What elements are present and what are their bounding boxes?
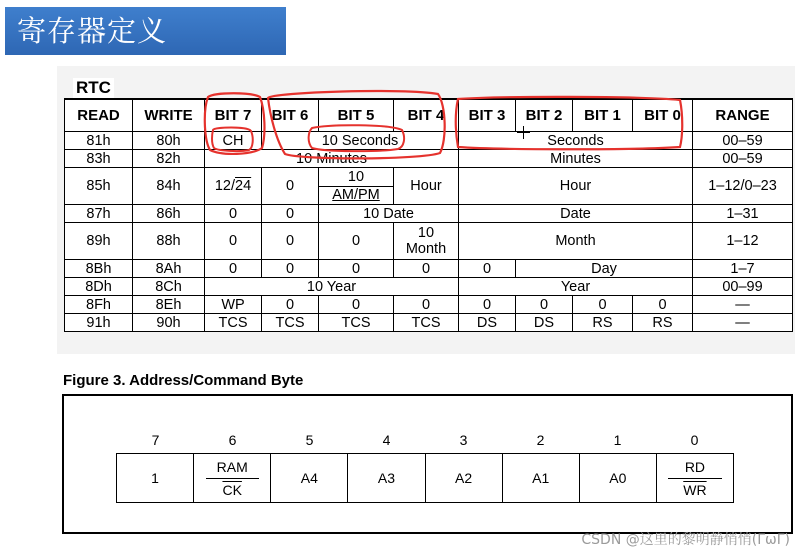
cell-write: 90h	[133, 314, 205, 332]
header-bit1: BIT 1	[573, 99, 633, 132]
cell-write: 88h	[133, 223, 205, 260]
cell-12-24-bit	[205, 168, 262, 205]
cell-read: 8Fh	[65, 296, 133, 314]
cell-minutes: Minutes	[459, 150, 693, 168]
cell-bit2: DS	[516, 314, 573, 332]
cell-ten-seconds: 10 Seconds	[262, 132, 459, 150]
cell-range: 1–7	[693, 260, 793, 278]
table-header-row	[65, 99, 793, 132]
cell-date: Date	[459, 205, 693, 223]
bit-number-row	[117, 432, 734, 448]
table-row-control	[65, 296, 793, 314]
cmd-bit6-cell	[194, 454, 271, 503]
cell-write: 84h	[133, 168, 205, 205]
header-bit5: BIT 5	[319, 99, 394, 132]
cell-bit7: TCS	[205, 314, 262, 332]
command-byte-row	[117, 454, 734, 503]
cell-range: 1–12/0–23	[693, 168, 793, 205]
cell-read: 8Bh	[65, 260, 133, 278]
bit-number: 5	[305, 432, 314, 448]
cell-hour: Hour	[459, 168, 693, 205]
ampm-ten-label: 10	[319, 169, 393, 187]
cmd-bit5-cell: A4	[271, 454, 348, 503]
header-read: READ	[65, 99, 133, 132]
cell-write: 82h	[133, 150, 205, 168]
cell-ten-year: 10 Year	[205, 278, 459, 296]
header-bit6: BIT 6	[262, 99, 319, 132]
header-bit0: BIT 0	[633, 99, 693, 132]
cell-ten-date: 10 Date	[319, 205, 459, 223]
rtc-heading: RTC	[73, 78, 114, 98]
cell-ampm	[319, 168, 394, 205]
bit-number: 0	[690, 432, 699, 448]
watermark: CSDN @这里的黎明静悄悄(ΓωΓ)	[581, 532, 790, 548]
cell-ten-month	[394, 223, 459, 260]
header-bit7: BIT 7	[205, 99, 262, 132]
cmd-bit7-cell: 1	[117, 454, 194, 503]
cell-range: 00–99	[693, 278, 793, 296]
address-command-byte-table	[116, 453, 734, 503]
mode-24-overline: 24	[235, 178, 252, 194]
figure-caption: Figure 3. Address/Command Byte	[63, 372, 304, 389]
cell-ch-bit: CH	[205, 132, 262, 150]
bit-number: 4	[382, 432, 391, 448]
rtc-register-table	[64, 98, 793, 332]
cell-bit6: 0	[262, 260, 319, 278]
cmd-bit2-cell: A1	[502, 454, 579, 503]
cell-bit4: 0	[394, 260, 459, 278]
table-row-month	[65, 223, 793, 260]
cell-ten-minutes: 10 Minutes	[205, 150, 459, 168]
slide-title-banner	[5, 7, 286, 55]
cell-write: 8Eh	[133, 296, 205, 314]
cell-range: 1–31	[693, 205, 793, 223]
cell-year: Year	[459, 278, 693, 296]
cell-read: 91h	[65, 314, 133, 332]
cell-read: 8Dh	[65, 278, 133, 296]
cell-read: 85h	[65, 168, 133, 205]
cell-write: 8Ah	[133, 260, 205, 278]
header-bit4: BIT 4	[394, 99, 459, 132]
cell-bit3: 0	[459, 296, 516, 314]
cell-bit5: TCS	[319, 314, 394, 332]
ck-label: $\overline{CK}$	[222, 481, 242, 498]
header-bit3: BIT 3	[459, 99, 516, 132]
cell-write: 8Ch	[133, 278, 205, 296]
cell-bit0: 0	[633, 296, 693, 314]
cell-bit7: 0	[205, 205, 262, 223]
cell-write: 86h	[133, 205, 205, 223]
table-row-year	[65, 278, 793, 296]
ten-month-line1: 10	[417, 225, 435, 241]
cell-bit6: 0	[262, 168, 319, 205]
bit-number: 3	[459, 432, 468, 448]
header-bit2: BIT 2	[516, 99, 573, 132]
bit-number: 7	[151, 432, 160, 448]
cell-bit0: RS	[633, 314, 693, 332]
cell-bit1: 0	[573, 296, 633, 314]
table-row-minutes	[65, 150, 793, 168]
cell-bit7: 0	[205, 260, 262, 278]
cell-bit2: 0	[516, 296, 573, 314]
cell-bit6: TCS	[262, 314, 319, 332]
cmd-bit0-cell	[656, 454, 733, 503]
cell-bit6: 0	[262, 223, 319, 260]
table-row-hours	[65, 168, 793, 205]
cell-read: 83h	[65, 150, 133, 168]
cell-day: Day	[516, 260, 693, 278]
mode-12-label: 12/	[214, 178, 236, 194]
cell-read: 87h	[65, 205, 133, 223]
ten-month-line2: Month	[405, 241, 447, 257]
cell-bit7: 0	[205, 223, 262, 260]
cell-bit3: 0	[459, 260, 516, 278]
table-row-day	[65, 260, 793, 278]
cell-read: 89h	[65, 223, 133, 260]
cell-write: 80h	[133, 132, 205, 150]
table-row-date	[65, 205, 793, 223]
cmd-bit3-cell: A2	[425, 454, 502, 503]
cell-bit6: 0	[262, 296, 319, 314]
cell-range: 00–59	[693, 150, 793, 168]
cmd-bit1-cell: A0	[579, 454, 656, 503]
cell-wp-bit: WP	[205, 296, 262, 314]
bit-number: 6	[228, 432, 237, 448]
cell-range: —	[693, 314, 793, 332]
cell-seconds: Seconds	[459, 132, 693, 150]
header-write: WRITE	[133, 99, 205, 132]
cell-bit4: 0	[394, 296, 459, 314]
cell-range: 1–12	[693, 223, 793, 260]
cell-bit5: 0	[319, 223, 394, 260]
slide-title: 寄存器定义	[17, 14, 168, 48]
cell-bit6: 0	[262, 205, 319, 223]
cell-hour-bit4: Hour	[394, 168, 459, 205]
cell-bit1: RS	[573, 314, 633, 332]
crosshair-cursor-icon	[517, 126, 530, 139]
wr-label: $\overline{WR}$	[683, 481, 707, 498]
cmd-bit4-cell: A3	[348, 454, 425, 503]
table-row-trickle-charger	[65, 314, 793, 332]
rd-label: RD	[668, 459, 721, 479]
cell-bit4: TCS	[394, 314, 459, 332]
table-row-seconds	[65, 132, 793, 150]
ram-label: RAM	[206, 459, 259, 479]
ampm-label: AM/PM	[332, 186, 380, 203]
bit-number: 2	[536, 432, 545, 448]
header-range: RANGE	[693, 99, 793, 132]
cell-range: —	[693, 296, 793, 314]
cell-bit5: 0	[319, 296, 394, 314]
cell-range: 00–59	[693, 132, 793, 150]
cell-bit5: 0	[319, 260, 394, 278]
bit-number: 1	[613, 432, 622, 448]
cell-read: 81h	[65, 132, 133, 150]
cell-month: Month	[459, 223, 693, 260]
cell-bit3: DS	[459, 314, 516, 332]
